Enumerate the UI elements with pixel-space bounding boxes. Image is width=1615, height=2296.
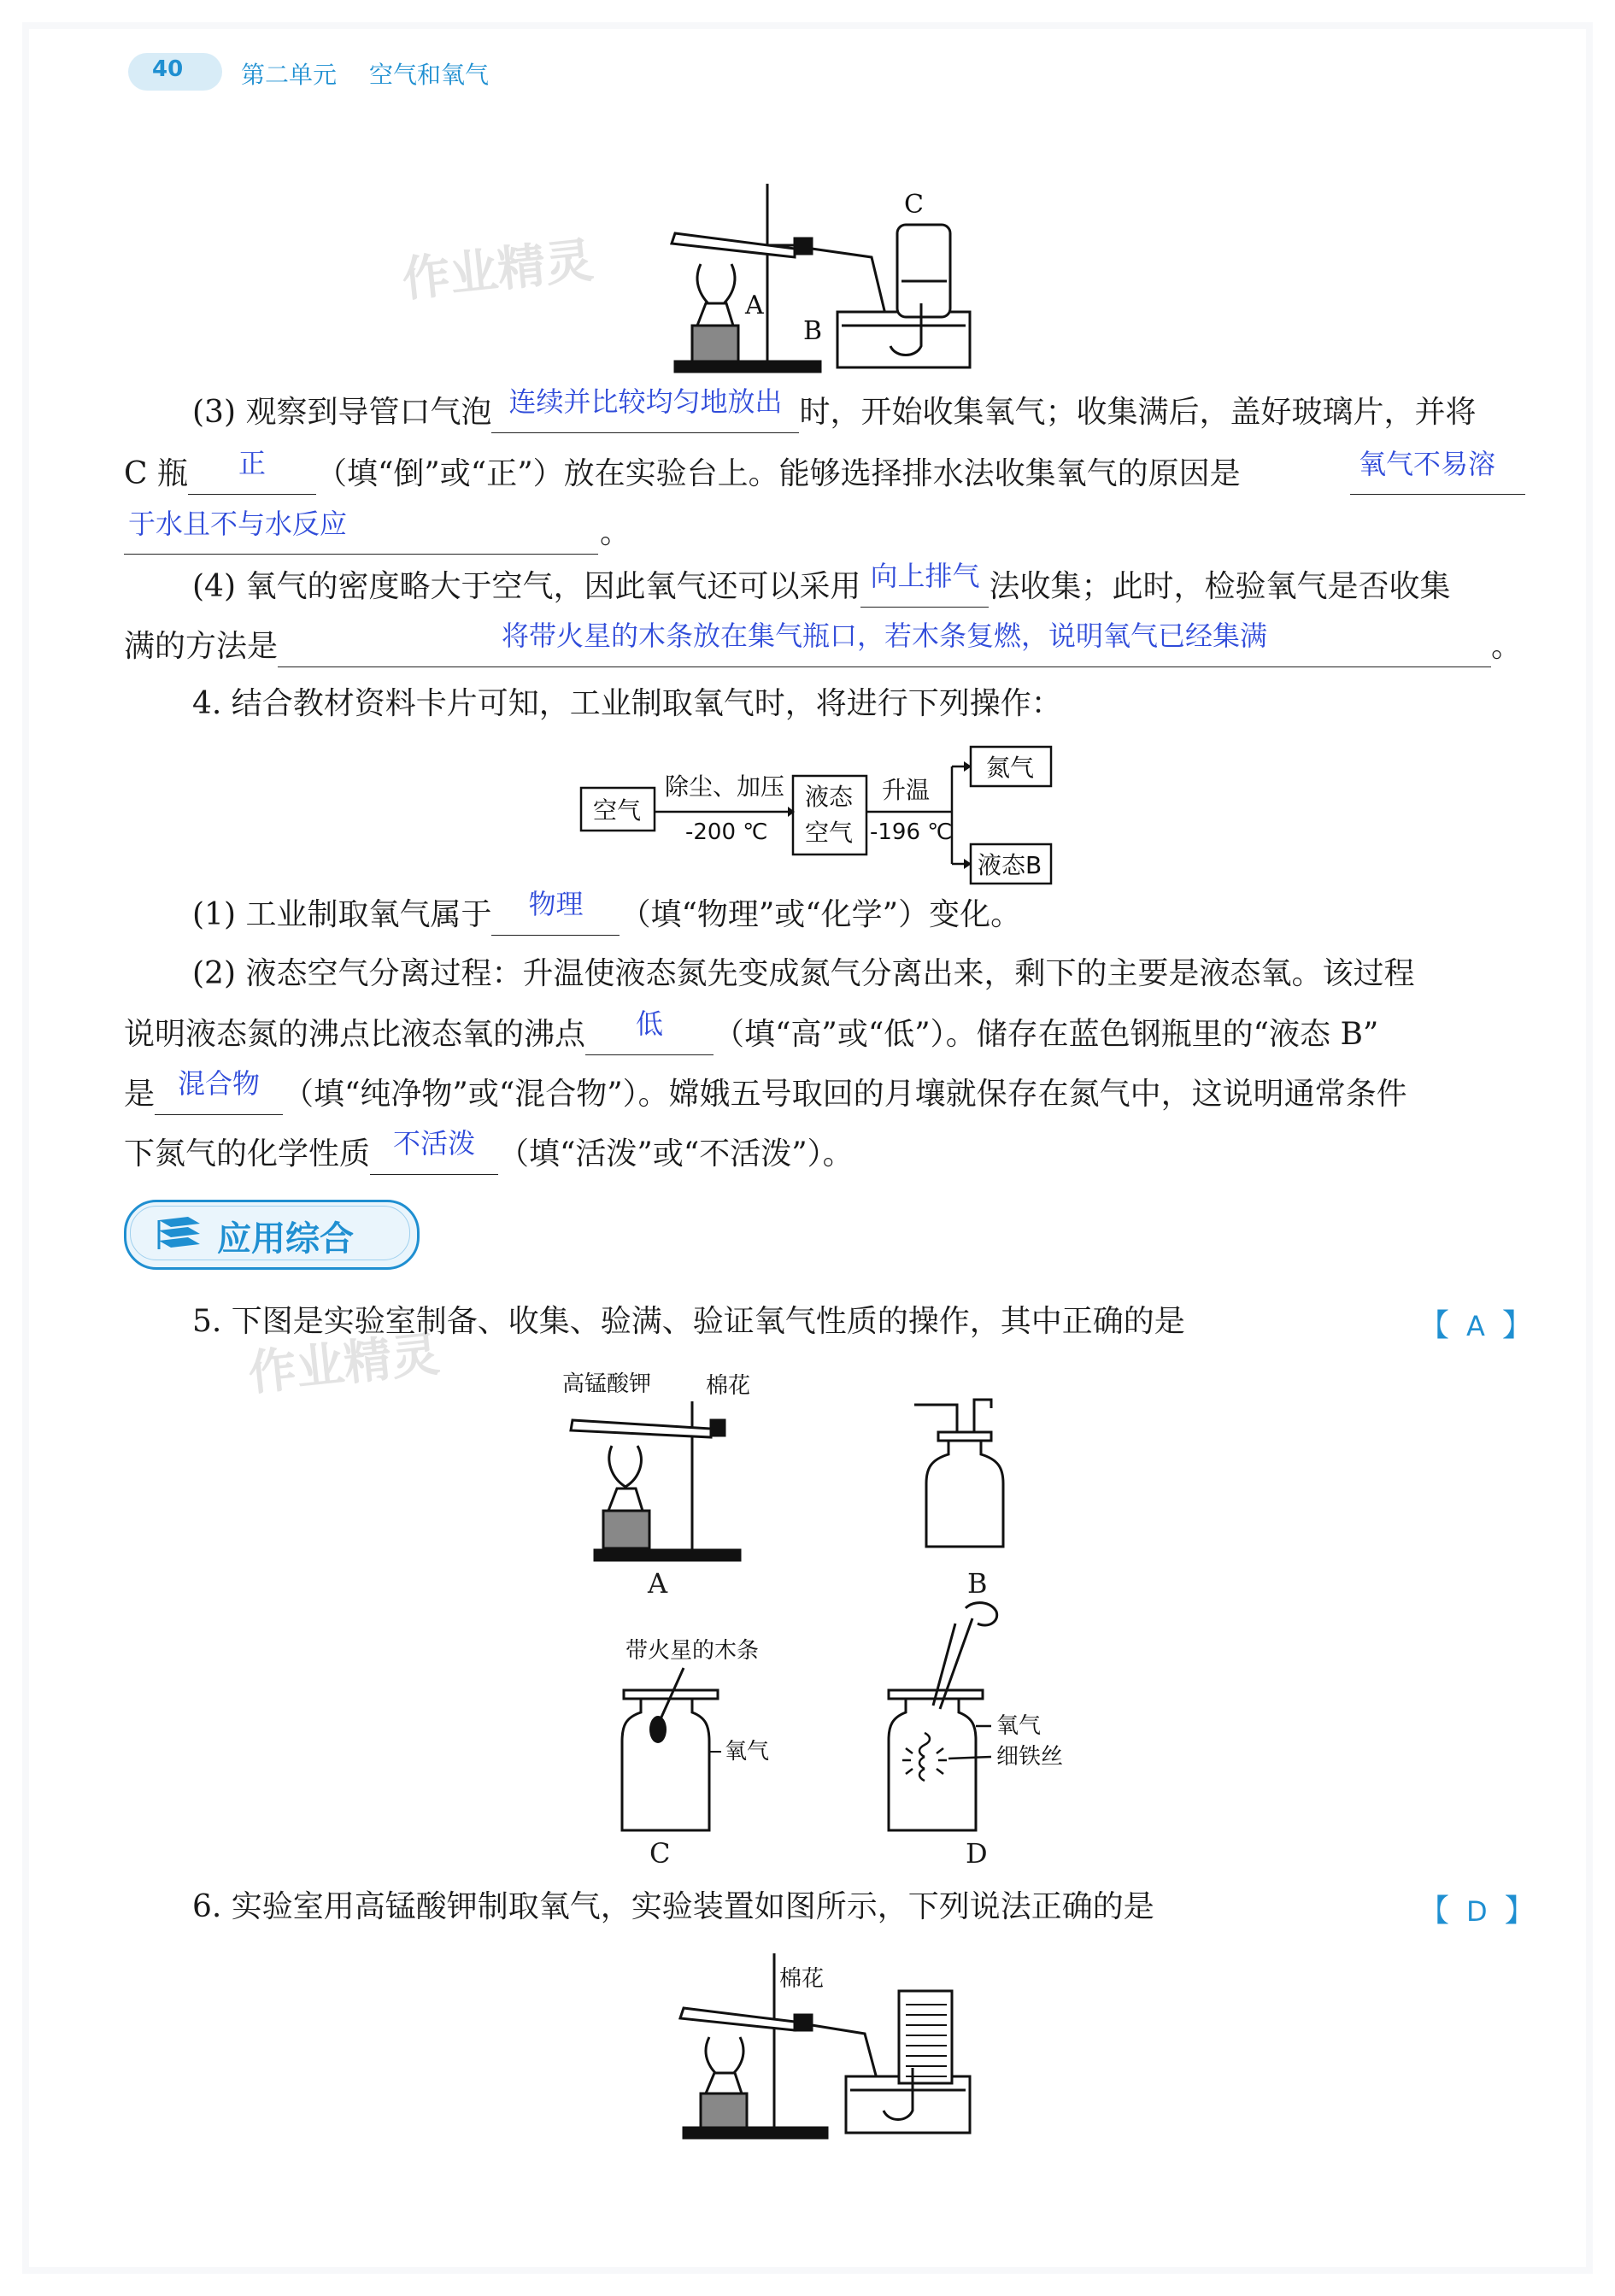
books-icon (154, 1215, 205, 1253)
q4-p1 (192, 888, 1022, 936)
q4-text: （填“物理”或“化学”）变化。 (620, 897, 1022, 932)
label-cotton: 棉花 (706, 1373, 751, 1399)
q5-figure-d (880, 1598, 1128, 1837)
bracket-close: 】 (1504, 1894, 1536, 1929)
q6-answer-bracket (1418, 1887, 1536, 1930)
answer: 将带火星的木条放在集气瓶口，若木条复燃，说明氧气已经集满 (502, 620, 1268, 652)
label-oxygen: 氧气 (996, 1713, 1042, 1739)
answer: 不活泼 (393, 1127, 476, 1160)
flow-box-liquid-air-1: 液态 (805, 783, 854, 811)
flow-box-air: 空气 (593, 796, 642, 825)
q3-text: 时，开始收集氧气；收集满后，盖好玻璃片，并将 (799, 395, 1477, 430)
caption-b: B (967, 1567, 988, 1600)
answer: 物理 (528, 888, 584, 920)
watermark: 作业精灵 (245, 1326, 443, 1402)
answer-blank (155, 1067, 283, 1115)
q3-line-1 (192, 385, 1477, 433)
q4part-text: 。 (1491, 629, 1523, 664)
q3-end: 。 (600, 515, 631, 550)
bracket-close: 】 (1501, 1308, 1533, 1343)
q4-p2-line-1: (2) 液态空气分离过程：升温使液态氮先变成氮气分离出来，剩下的主要是液态氧。该过程 (192, 956, 1415, 991)
answer-blank (585, 1007, 714, 1055)
answer-blank (188, 447, 316, 495)
answer-blank (491, 385, 799, 433)
q4-p2-line-4 (124, 1127, 854, 1175)
q4-text: （填“纯净物”或“混合物”）。嫦娥五号取回的月壤就保存在氮气中，这说明通常条件 (283, 1077, 1407, 1112)
q3-text: （填“倒”或“正”）放在实验台上。能够选择排水法收集氧气的原因是 (316, 456, 1241, 491)
answer: 向上排气 (870, 560, 980, 592)
label-kmno4: 高锰酸钾 (562, 1371, 652, 1397)
caption-a: A (648, 1567, 668, 1600)
q4-text: （填“活泼”或“不活泼”）。 (498, 1136, 854, 1171)
q4-p2-line-3 (124, 1067, 1407, 1115)
answer: 于水且不与水反应 (128, 508, 348, 540)
q4part-text: 法收集；此时，检验氧气是否收集 (989, 569, 1451, 604)
label-a: A (745, 291, 764, 320)
q6-figure (675, 1948, 974, 2145)
answer-blank (370, 1127, 498, 1175)
flow-step2-top: 升温 (882, 776, 931, 804)
answer-blank (278, 620, 1491, 667)
answer-blank (860, 560, 989, 608)
flow-step2-bottom: -196 ℃ (870, 819, 953, 845)
label-oxygen: 氧气 (725, 1739, 770, 1765)
q4-text: (1) 工业制取氧气属于 (192, 897, 492, 932)
apparatus-figure-1 (667, 175, 974, 380)
q4part-text: 满的方法是 (124, 629, 279, 664)
watermark: 作业精灵 (399, 232, 596, 308)
label-stick: 带火星的木条 (625, 1638, 760, 1664)
q6-stem: 6. 实验室用高锰酸钾制取氧气，实验装置如图所示，下列说法正确的是 (192, 1889, 1154, 1924)
q4part-line-2 (124, 620, 1523, 667)
q3-line-2 (124, 447, 1241, 495)
process-flow-diagram (547, 743, 1094, 889)
q5-answer-bracket (1418, 1301, 1533, 1345)
flow-box-liquid-air-2: 空气 (805, 819, 854, 847)
q4-p2-line-2 (124, 1007, 1379, 1055)
q5-figure-b (914, 1395, 1025, 1557)
flow-box-liquid-b: 液态B (978, 851, 1042, 879)
label-cotton: 棉花 (779, 1966, 825, 1992)
q3-text: C 瓶 (124, 456, 188, 491)
flow-step1-top: 除尘、加压 (665, 772, 785, 801)
page-number: 40 (152, 56, 184, 82)
q4part-text: (4) 氧气的密度略大于空气，因此氧气还可以采用 (192, 569, 861, 604)
bracket-open: 【 (1418, 1894, 1450, 1929)
unit-title: 第二单元 (241, 61, 338, 89)
answer: 氧气不易溶 (1359, 448, 1496, 480)
bracket-open: 【 (1418, 1308, 1450, 1343)
label-b: B (803, 316, 823, 346)
answer-blank (491, 888, 620, 936)
answer: 正 (238, 447, 266, 479)
q3-text: (3) 观察到导管口气泡 (192, 395, 492, 430)
q4part-line-1 (192, 560, 1451, 608)
caption-c: C (649, 1837, 671, 1870)
label-c: C (904, 190, 924, 220)
topic-title: 空气和氧气 (369, 61, 490, 89)
q4-text: 下氮气的化学性质 (124, 1136, 371, 1171)
answer: 低 (636, 1007, 664, 1040)
q5-answer: A (1466, 1310, 1485, 1342)
caption-d: D (966, 1837, 988, 1870)
answer: 连续并比较均匀地放出 (508, 385, 783, 418)
answer: 混合物 (178, 1067, 261, 1100)
q5-figure-a (555, 1367, 761, 1564)
flow-box-nitrogen: 氮气 (986, 754, 1035, 782)
label-iron-wire: 细铁丝 (996, 1744, 1064, 1770)
q4-text: 是 (124, 1077, 156, 1112)
q4-text: 说明液态氮的沸点比液态氧的沸点 (124, 1017, 586, 1052)
q4-stem: 4. 结合教材资料卡片可知，工业制取氧气时，将进行下列操作： (192, 686, 1062, 721)
q4-text: （填“高”或“低”）。储存在蓝色钢瓶里的“液态 B” (714, 1017, 1379, 1052)
q5-figure-c (590, 1632, 812, 1837)
q5-stem: 5. 下图是实验室制备、收集、验满、验证氧气性质的操作，其中正确的是 (192, 1304, 1185, 1339)
q6-answer: D (1466, 1895, 1488, 1928)
flow-step1-bottom: -200 ℃ (685, 819, 768, 845)
section-title: 应用综合 (217, 1219, 354, 1259)
